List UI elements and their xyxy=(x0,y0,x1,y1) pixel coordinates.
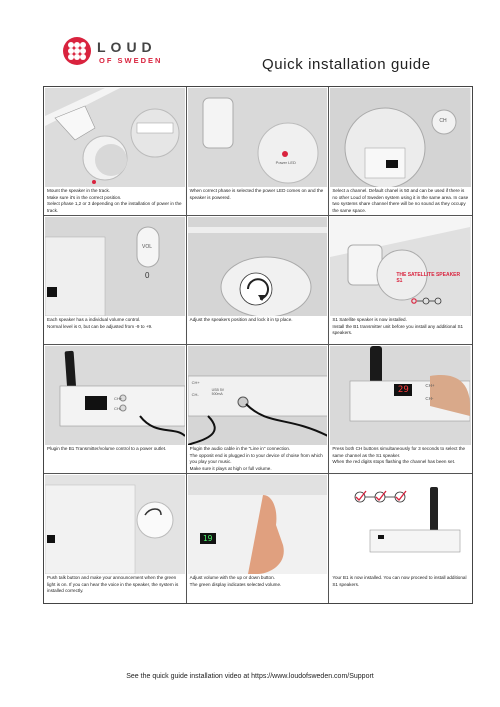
step-5 xyxy=(187,216,330,345)
power-led-label: Power LED xyxy=(275,160,296,165)
caption-line: Install the B1 transmitter unit before you install any additional S1 speakers. xyxy=(332,323,464,336)
caption-line: Make sure it's in the correct position. xyxy=(47,194,122,200)
step-9-image xyxy=(330,346,471,445)
volume-adjust-illustration xyxy=(188,475,328,574)
channel-label: CH xyxy=(439,118,447,124)
ch-plus-label: CH+ xyxy=(425,383,435,388)
track-speaker-illustration xyxy=(45,88,185,187)
step-5-caption xyxy=(190,317,326,324)
volume-value: 0 xyxy=(145,271,150,280)
support-link-text[interactable]: See the quick guide installation video at https://www.loudofsweden.com/Support xyxy=(126,673,374,680)
step-4-image xyxy=(45,217,185,316)
led-indicator-icon xyxy=(92,180,96,184)
step-9-caption xyxy=(332,446,469,466)
caption-line: The green display indicates selected volume. xyxy=(189,581,282,587)
caption-line: Normal level is 0, but can be adjusted from -9 to +9. xyxy=(47,323,153,329)
step-4 xyxy=(44,216,187,345)
ch-minus-label: CH- xyxy=(114,406,122,411)
caption-line: Select a channel. Default chanel is 50 and can be used if there is no other Loud of Sweden system using it in the same area. In case two systems share channel there will be no sound as they occupy the same space. xyxy=(332,188,469,213)
line-in-illustration xyxy=(188,346,328,445)
step-12-caption xyxy=(332,575,469,588)
talk-button-illustration xyxy=(45,475,185,574)
satellite-speaker-illustration xyxy=(330,217,470,316)
brand-logo xyxy=(63,37,183,67)
caption-line: Make sure it plays at high or full volume. xyxy=(189,465,272,471)
step-9 xyxy=(329,345,472,474)
page-title: Quick installation guide xyxy=(262,56,431,73)
ch-minus-label: CH- xyxy=(425,396,434,401)
step-2-image xyxy=(188,88,328,187)
step-3-caption xyxy=(332,188,469,215)
step-7-caption xyxy=(47,446,183,453)
ch-minus-label: CH- xyxy=(191,392,199,397)
channel-select-illustration xyxy=(330,88,470,187)
caption-line: S1 Satellite speaker is now installed. xyxy=(332,317,407,322)
step-8-image xyxy=(188,346,328,445)
step-1 xyxy=(44,87,187,216)
caption-line: Each speaker has a individual volume control. xyxy=(47,317,141,322)
volume-control-illustration xyxy=(45,217,185,316)
caption-line: Adjust volume with the up or down button. xyxy=(189,575,275,580)
caption-line: Push talk button and make your announcement when the green light is on. If you can hear the voice in the speaker, the system is installed correctly. xyxy=(47,575,179,594)
step-4-caption xyxy=(47,317,183,330)
satellite-speaker-label: THE SATELLITE SPEAKER S1 xyxy=(396,272,461,284)
ch-plus-label: CH+ xyxy=(191,380,200,385)
logo-mark-icon xyxy=(63,37,91,65)
step-3-image xyxy=(330,88,471,187)
step-8 xyxy=(187,345,330,474)
caption-line: Press both CH buttons simultaneously for 3 seconds to select the same channel as the S1 speaker. xyxy=(332,446,466,458)
step-1-image xyxy=(45,88,185,187)
step-12-image xyxy=(330,475,471,574)
adjust-position-illustration xyxy=(188,217,328,316)
caption-line: Mount the speaker in the track. xyxy=(47,188,111,193)
step-11-image xyxy=(188,475,328,574)
step-7 xyxy=(44,345,187,474)
usb-port-label: USB 5V 500mA xyxy=(211,388,225,396)
step-2 xyxy=(187,87,330,216)
step-10-image xyxy=(45,475,185,574)
step-3 xyxy=(329,87,472,216)
caption-line: When correct phase is selected the power LED comes on and the speaker is powered. xyxy=(189,188,324,200)
step-8-caption xyxy=(190,446,326,473)
caption-line: The opposit end is plugged in to your device of choise from which you play your music. xyxy=(189,452,323,465)
step-10-caption xyxy=(47,575,183,595)
step-2-caption xyxy=(190,188,326,201)
step-5-image xyxy=(188,217,328,316)
step-1-caption xyxy=(47,188,183,215)
step-7-image xyxy=(45,346,185,445)
caption-line: Plugin the B1 Transmitter/volume control to a power outlet. xyxy=(47,446,167,451)
channel-display: 29 xyxy=(394,384,412,396)
steps-grid xyxy=(43,86,473,604)
step-6-caption xyxy=(332,317,469,337)
caption-line: Select phase 1,2 or 3 depending on the installation of power in the track. xyxy=(47,201,182,213)
caption-line: Plugin the audio cable in the "Line in" connection. xyxy=(189,446,291,451)
step-12 xyxy=(329,474,472,603)
step-10 xyxy=(44,474,187,603)
brand-sub: OF SWEDEN xyxy=(99,56,163,65)
step-11-caption xyxy=(190,575,326,588)
caption-line: When the red digits stops flashing the channel has been set. xyxy=(332,459,456,465)
step-6 xyxy=(329,216,472,345)
brand-name: LOUD xyxy=(97,39,157,55)
caption-line: Adjust the speakers position and lock it in tp place. xyxy=(189,317,293,322)
step-11 xyxy=(187,474,330,603)
ch-plus-label: CH+ xyxy=(114,396,123,401)
volume-label: VOL xyxy=(142,244,153,250)
volume-display: 19 xyxy=(200,533,216,544)
step-6-image xyxy=(330,217,471,316)
power-led-illustration xyxy=(188,88,328,187)
install-complete-illustration xyxy=(330,475,470,574)
caption-line: Your B1 is now installed. You can now proceed to install additional S1 speakers. xyxy=(332,575,467,587)
